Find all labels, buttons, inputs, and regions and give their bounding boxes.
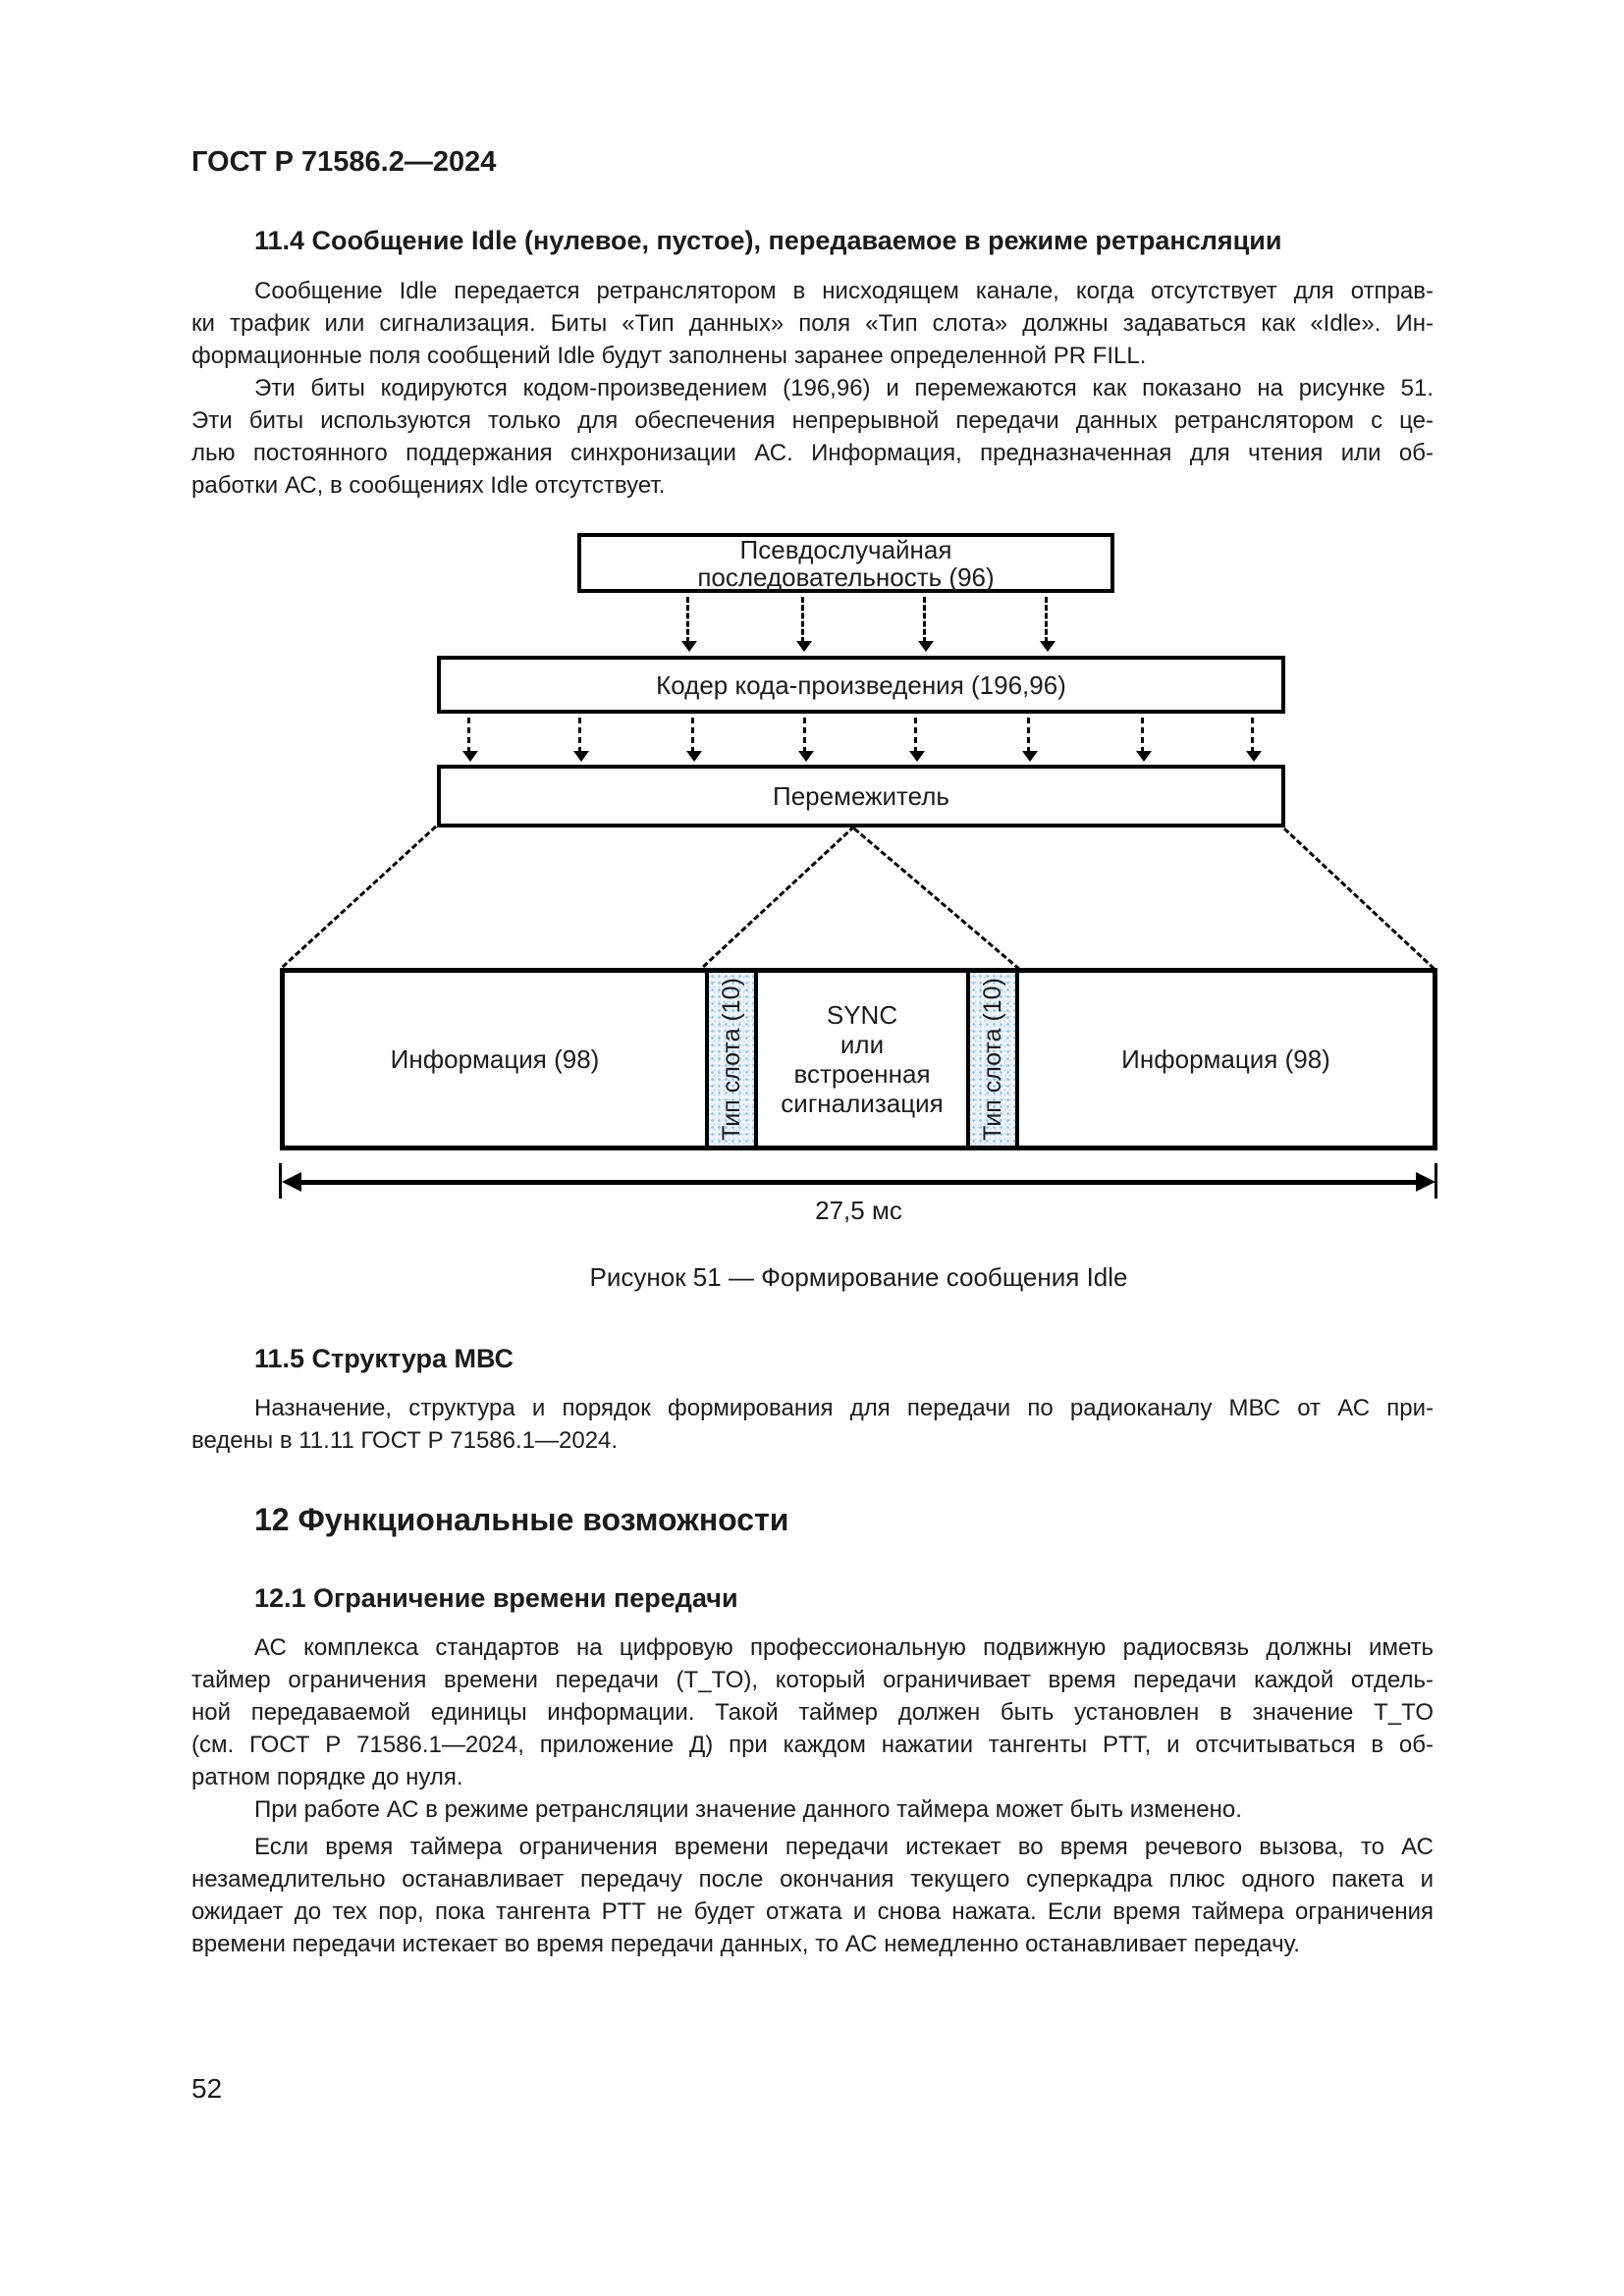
frame-cell-sync — [758, 973, 966, 1146]
paragraph-12-1-3 — [191, 1831, 1434, 1960]
paragraph-11-4-1 — [191, 275, 1434, 372]
dashed-arrow-down — [681, 597, 697, 652]
dashed-arrow-down — [462, 718, 478, 762]
text-line: Назначение, структура и порядок формирования для передачи по радиоканалу МВС от АС при- — [254, 1395, 1434, 1421]
heading-11-4: 11.4 Сообщение Idle (нулевое, пустое), передаваемое в режиме ретрансляции — [254, 226, 1282, 255]
dashed-arrow-down — [686, 718, 702, 762]
box-label-line: Псевдослучайная — [739, 534, 952, 564]
diagonal-dashed-line — [853, 828, 1020, 971]
text-line: Эти биты используются только для обеспечения непрерывной передачи данных ретранслятором с це- — [191, 407, 1434, 434]
dashed-arrow-down — [1040, 597, 1056, 652]
diagram-box-product-code-encoder — [437, 656, 1285, 714]
text-line: (см. ГОСТ Р 71586.1—2024, приложение Д) при каждом нажатии тангенты PTT, и отсчитываться в об- — [191, 1732, 1434, 1758]
box-label: Кодер кода-произведения (196,96) — [656, 669, 1066, 700]
running-header-doc-code: ГОСТ Р 71586.2—2024 — [191, 146, 497, 178]
dashed-arrow-down — [796, 597, 812, 652]
dashed-arrow-down — [573, 718, 589, 762]
text-line: При работе АС в режиме ретрансляции значение данного таймера может быть изменено. — [254, 1796, 1242, 1823]
text-line: ожидает до тех пор, пока тангента PTT не будет отжата и снова нажата. Если время таймера ограничения — [191, 1898, 1434, 1925]
cell-label: Информация (98) — [390, 1044, 600, 1074]
diagonal-dashed-line — [1283, 828, 1435, 970]
text-line: Если время таймера ограничения времени передачи истекает во время речевого вызова, то АС — [254, 1834, 1434, 1860]
figure-caption: Рисунок 51 — Формирование сообщения Idle — [589, 1262, 1128, 1292]
text-line: работки АС, в сообщениях Idle отсутствует. — [191, 472, 666, 499]
box-label: Перемежитель — [773, 781, 949, 811]
dashed-arrow-down — [1136, 718, 1152, 762]
slot-structure-frame — [280, 968, 1437, 1150]
vertical-cell-label: Тип слота (10) — [718, 978, 746, 1141]
dimension-arrowhead-left — [282, 1172, 301, 1192]
diagonal-dashed-line — [702, 826, 855, 968]
paragraph-12-1-2 — [191, 1793, 1434, 1826]
paragraph-11-5-1 — [191, 1392, 1434, 1457]
text-line: Сообщение Idle передается ретранслятором в нисходящем канале, когда отсутствует для отправ- — [254, 278, 1434, 304]
text-line: формационные поля сообщений Idle будут заполнены заранее определенной PR FILL. — [191, 343, 1147, 369]
text-line: таймер ограничения времени передачи (T_TO), который ограничивает время передачи каждой отдель- — [191, 1667, 1434, 1693]
dashed-arrow-down — [798, 718, 814, 762]
dimension-label: 27,5 мс — [815, 1196, 902, 1225]
cell-label-line: сигнализация — [781, 1089, 944, 1118]
frame-cell-information-left — [285, 973, 705, 1146]
text-line: ки трафик или сигнализация. Биты «Тип данных» поля «Тип слота» должны задаваться как «Idle». Ин- — [191, 310, 1434, 337]
page-number: 52 — [191, 2073, 223, 2104]
heading-11-5: 11.5 Структура МВС — [254, 1344, 514, 1373]
vertical-cell-label: Тип слота (10) — [979, 978, 1007, 1141]
text-line: АС комплекса стандартов на цифровую профессиональную подвижную радиосвязь должны иметь — [254, 1634, 1434, 1661]
text-line: времени передачи истекает во время передачи данных, то АС немедленно останавливает передачу. — [191, 1931, 1300, 1957]
box-label-line: последовательность (96) — [697, 561, 995, 592]
frame-cell-slot-type-right — [966, 973, 1019, 1146]
frame-cell-slot-type-left — [705, 973, 758, 1146]
diagram-box-interleaver — [437, 765, 1285, 828]
paragraph-11-4-2 — [191, 372, 1434, 502]
cell-label-line: встроенная — [793, 1059, 931, 1089]
dimension-arrow-line — [291, 1180, 1427, 1185]
dashed-arrow-down — [1246, 718, 1262, 762]
cell-label: Информация (98) — [1121, 1044, 1330, 1074]
cell-label-line: или — [839, 1030, 885, 1059]
dashed-arrow-down — [918, 597, 934, 652]
text-line: Эти биты кодируются кодом-произведением (196,96) и перемежаются как показано на рисунке 51. — [254, 375, 1434, 401]
diagram-box-pseudorandom-sequence — [577, 533, 1114, 593]
text-line: незамедлительно останавливает передачу после окончания текущего суперкадра плюс одного пакета и — [191, 1866, 1434, 1893]
text-line: ратном порядке до нуля. — [191, 1764, 463, 1790]
text-line: лью постоянного поддержания синхронизации АС. Информация, предназначенная для чтения или об- — [191, 440, 1434, 466]
diagonal-dashed-line — [282, 826, 437, 968]
dashed-arrow-down — [1022, 718, 1038, 762]
dimension-arrowhead-right — [1416, 1172, 1435, 1192]
cell-label-line: SYNC — [826, 1000, 898, 1030]
heading-12: 12 Функциональные возможности — [254, 1502, 789, 1537]
dashed-arrow-down — [909, 718, 925, 762]
paragraph-12-1-1 — [191, 1631, 1434, 1793]
frame-cell-information-right — [1019, 973, 1433, 1146]
heading-12-1: 12.1 Ограничение времени передачи — [254, 1583, 738, 1613]
text-line: ведены в 11.11 ГОСТ Р 71586.1—2024. — [191, 1427, 619, 1454]
text-line: ной передаваемой единицы информации. Такой таймер должен быть установлен в значение T_TO — [191, 1699, 1434, 1726]
